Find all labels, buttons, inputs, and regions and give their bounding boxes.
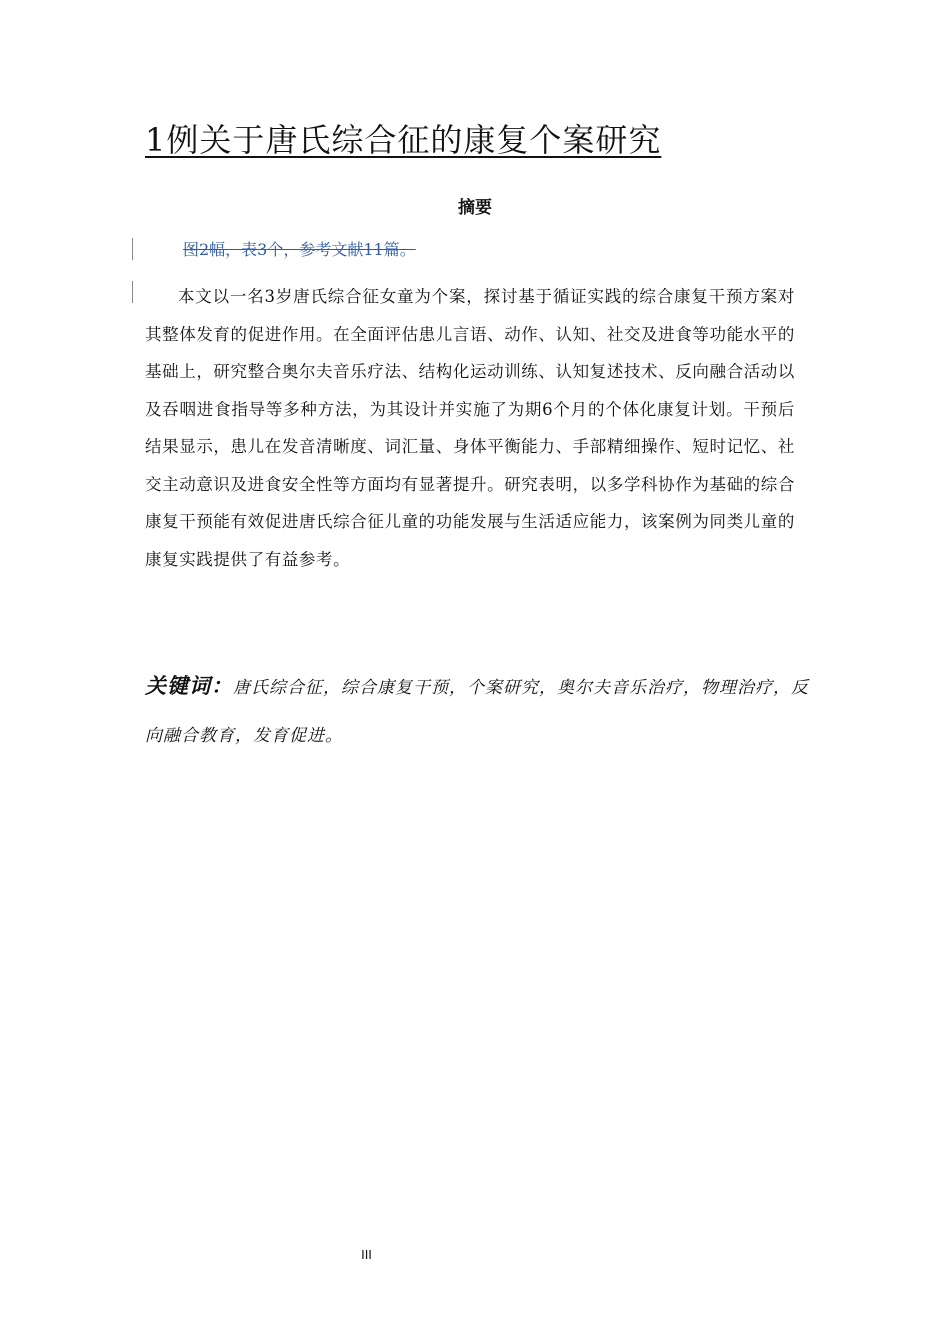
revision-change-bar: [132, 238, 133, 260]
document-title: 1例关于唐氏综合征的康复个案研究: [145, 121, 662, 159]
keywords-label: 关键词：: [145, 674, 233, 698]
revision-change-bar: [132, 281, 133, 303]
deleted-tracked-text[interactable]: 图2幅，表3个，参考文献11篇。: [183, 240, 416, 259]
keywords-list: 唐氏综合征，综合康复干预，个案研究，奥尔夫音乐治疗，物理治疗，反向融合教育，发育促进。: [145, 678, 809, 746]
keywords-paragraph[interactable]: [145, 662, 810, 760]
abstract-paragraph[interactable]: 本文以一名3岁唐氏综合征女童为个案，探讨基于循证实践的综合康复干预方案对其整体发育的促进作用。在全面评估患儿言语、动作、认知、社交及进食等功能水平的基础上，研究整合奥尔夫音乐疗法、结构化运动训练、认知复述技术、反向融合活动以及吞咽进食指导等多种方法，为其设计并实施了为期6个月的个体化康复计划。干预后结果显示，患儿在发音清晰度、词汇量、身体平衡能力、手部精细操作、短时记忆、社交主动意识及进食安全性等方面均有显著提升。研究表明，以多学科协作为基础的综合康复干预能有效促进唐氏综合征儿童的功能发展与生活适应能力，该案例为同类儿童的康复实践提供了有益参考。: [145, 287, 795, 569]
abstract-heading: 摘要: [458, 198, 492, 218]
page-number: III: [361, 1247, 372, 1262]
